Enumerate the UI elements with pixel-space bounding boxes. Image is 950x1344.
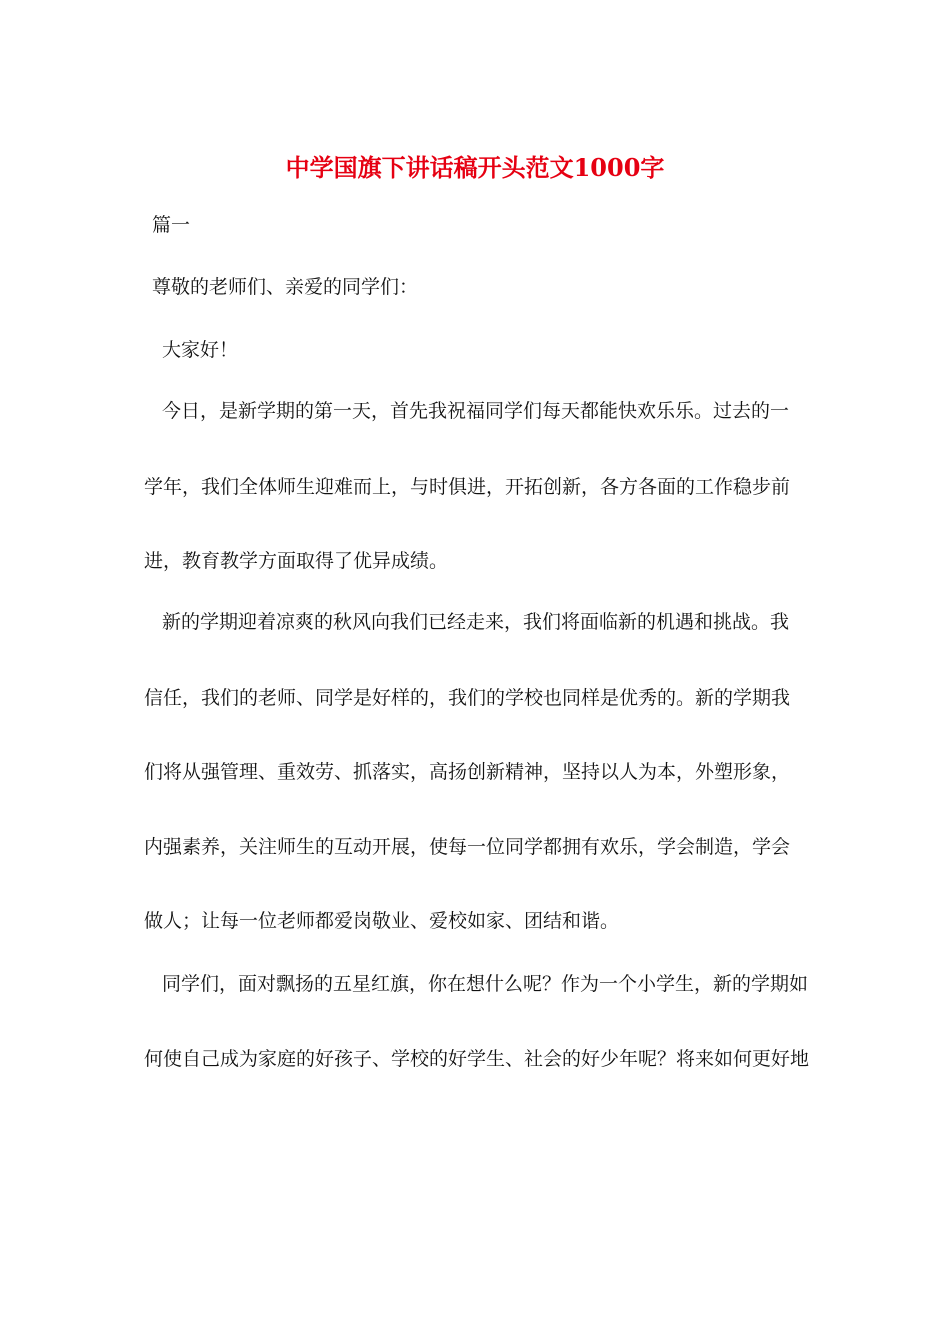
document-title: 中学国旗下讲话稿开头范文1000字 bbox=[285, 153, 665, 182]
paragraph-line: 内强素养，关注师生的互动开展，使每一位同学都拥有欢乐，学会制造，学会 bbox=[144, 836, 791, 858]
salutation: 尊敬的老师们、亲爱的同学们： bbox=[152, 276, 419, 298]
section-heading: 篇一 bbox=[152, 214, 191, 236]
greeting: 大家好！ bbox=[162, 339, 239, 361]
paragraph-line: 信任，我们的老师、同学是好样的，我们的学校也同样是优秀的。新的学期我 bbox=[144, 687, 791, 709]
paragraph-line: 做人；让每一位老师都爱岗敬业、爱校如家、团结和谐。 bbox=[144, 910, 620, 932]
paragraph-line: 进，教育教学方面取得了优异成绩。 bbox=[144, 550, 449, 572]
paragraph-line: 新的学期迎着凉爽的秋风向我们已经走来，我们将面临新的机遇和挑战。我 bbox=[162, 611, 790, 633]
paragraph-line: 们将从强管理、重效劳、抓落实，高扬创新精神，坚持以人为本，外塑形象， bbox=[144, 761, 791, 783]
paragraph-line: 学年，我们全体师生迎难而上，与时俱进，开拓创新，各方各面的工作稳步前 bbox=[144, 476, 791, 498]
paragraph-line: 同学们，面对飘扬的五星红旗，你在想什么呢？作为一个小学生，新的学期如 bbox=[162, 973, 809, 995]
paragraph-line: 今日，是新学期的第一天，首先我祝福同学们每天都能快欢乐乐。过去的一 bbox=[162, 400, 790, 422]
paragraph-line: 何使自己成为家庭的好孩子、学校的好学生、社会的好少年呢？将来如何更好地 bbox=[144, 1048, 810, 1070]
